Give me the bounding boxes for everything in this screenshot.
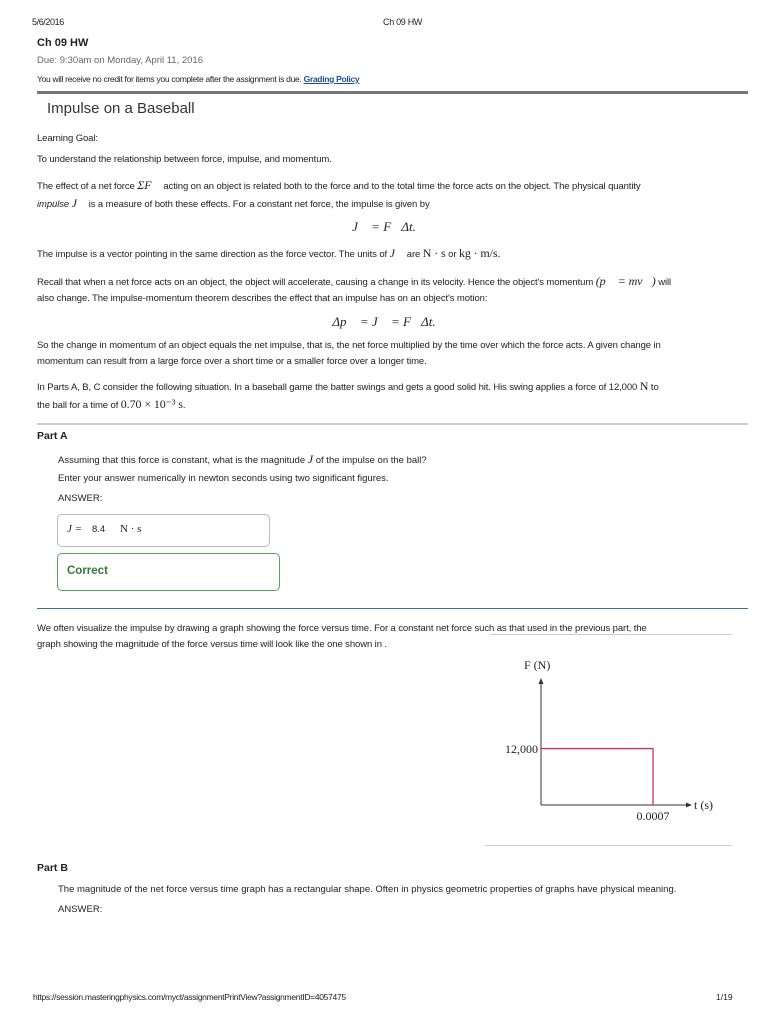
math: ΣF⃗ (137, 178, 161, 192)
text: acting on an object is related both to the force and to the total time the force acts on the object. The physical quantity (163, 181, 641, 192)
header-divider (37, 91, 748, 94)
part-b-label: Part B (37, 862, 68, 874)
text: the ball for a time of (37, 400, 119, 411)
text: also change. The impulse-momentum theorem describes the effect that an impulse has on an object's motion: (37, 293, 488, 304)
y-axis-label: F (N) (524, 658, 551, 672)
text: will (658, 277, 671, 288)
answer-field[interactable] (57, 514, 270, 547)
part-a-label: Part A (37, 430, 68, 442)
text: graph showing the magnitude of the force versus time will look like the one shown in . (37, 639, 387, 650)
math: N (639, 379, 649, 393)
math: kg · m/s. (458, 246, 501, 260)
problem-title: Impulse on a Baseball (47, 100, 195, 117)
page-number: 1/19 (716, 992, 733, 1002)
text: We often visualize the impulse by drawing a graph showing the force versus time. For a constant net force such as that used in the previous part, the (37, 623, 647, 634)
text: are (406, 249, 421, 260)
text: The effect of a net force (37, 181, 135, 192)
paragraph-3 (37, 273, 737, 307)
feedback-correct (57, 553, 280, 591)
part-a-instruction: Enter your answer numerically in newton seconds using two significant figures. (58, 473, 389, 484)
section-divider (37, 608, 748, 609)
answer-unit: N · s (120, 523, 142, 535)
part-a-question (58, 452, 427, 467)
text: So the change in momentum of an object equals the net impulse, that is, the net force multiplied by the time over which the force acts. A given change in (37, 340, 661, 351)
text: In Parts A, B, C consider the following situation. In a baseball game the batter swings and gets a good solid hit. His swing applies a force of 12,000 (37, 382, 638, 393)
print-title: Ch 09 HW (383, 17, 423, 27)
footer-url: https://session.masteringphysics.com/myct/assignmentPrintView?assignmentID=4057475 (33, 992, 346, 1002)
x-axis-label: t (s) (694, 798, 713, 812)
x-axis-arrow (686, 803, 692, 808)
part-b-answer-label: ANSWER: (58, 904, 103, 915)
math: J⃗ (71, 196, 87, 210)
equation-momentum: Δp⃗ = J⃗ = F⃗Δt. (332, 314, 436, 329)
print-date: 5/6/2016 (32, 17, 64, 27)
late-notice (37, 74, 359, 84)
math: J (307, 452, 314, 466)
divider (485, 845, 732, 846)
late-notice-text: You will receive no credit for items you complete after the assignment is due. (37, 74, 302, 84)
divider (37, 423, 748, 425)
math: 0.70 × 10⁻³ s (120, 397, 183, 411)
assignment-title: Ch 09 HW (37, 37, 89, 49)
learning-goal: To understand the relationship between force, impulse, and momentum. (37, 154, 332, 165)
x-tick-label: 0.0007 (636, 809, 670, 823)
text: The impulse is a vector pointing in the same direction as the force vector. The units of (37, 249, 388, 260)
text: to (650, 382, 659, 393)
y-axis-arrow (539, 678, 544, 684)
paragraph-1 (37, 177, 737, 213)
text: Assuming that this force is constant, what is the magnitude (58, 455, 306, 466)
transition-paragraph (37, 621, 737, 653)
text: is a measure of both these effects. For a constant net force, the impulse is given by (88, 199, 430, 210)
text: impulse (37, 199, 70, 210)
feedback-text: Correct (67, 565, 108, 577)
math: J⃗ (389, 246, 405, 260)
text: or (448, 249, 457, 260)
math: (p⃗ = mv⃗) (595, 274, 656, 288)
answer-variable: J = (67, 523, 83, 535)
text: momentum can result from a large force over a short time or a smaller force over a longer time. (37, 356, 427, 367)
divider (490, 634, 732, 635)
paragraph-5 (37, 378, 737, 414)
learning-goal-label: Learning Goal: (37, 133, 98, 144)
equation-impulse: J⃗ = F⃗Δt. (352, 219, 416, 234)
y-tick-label: 12,000 (505, 742, 538, 756)
answer-value: 8.4 (92, 524, 106, 535)
math: N · s (422, 246, 446, 260)
force-series-line (541, 749, 653, 805)
paragraph-4 (37, 338, 737, 370)
force-time-chart (480, 650, 740, 850)
paragraph-2 (37, 245, 737, 263)
grading-policy-link[interactable]: Grading Policy (303, 74, 360, 84)
text: of the impulse on the ball? (315, 455, 427, 466)
part-b-text: The magnitude of the net force versus time graph has a rectangular shape. Often in physics geometric properties of graphs have physical meaning. (58, 884, 677, 895)
text: . (182, 400, 186, 411)
answer-label: ANSWER: (58, 493, 103, 504)
due-date: Due: 9:30am on Monday, April 11, 2016 (37, 55, 204, 66)
text: Recall that when a net force acts on an object, the object will accelerate, causing a change in its velocity. Hence the object's momentum (37, 277, 594, 288)
